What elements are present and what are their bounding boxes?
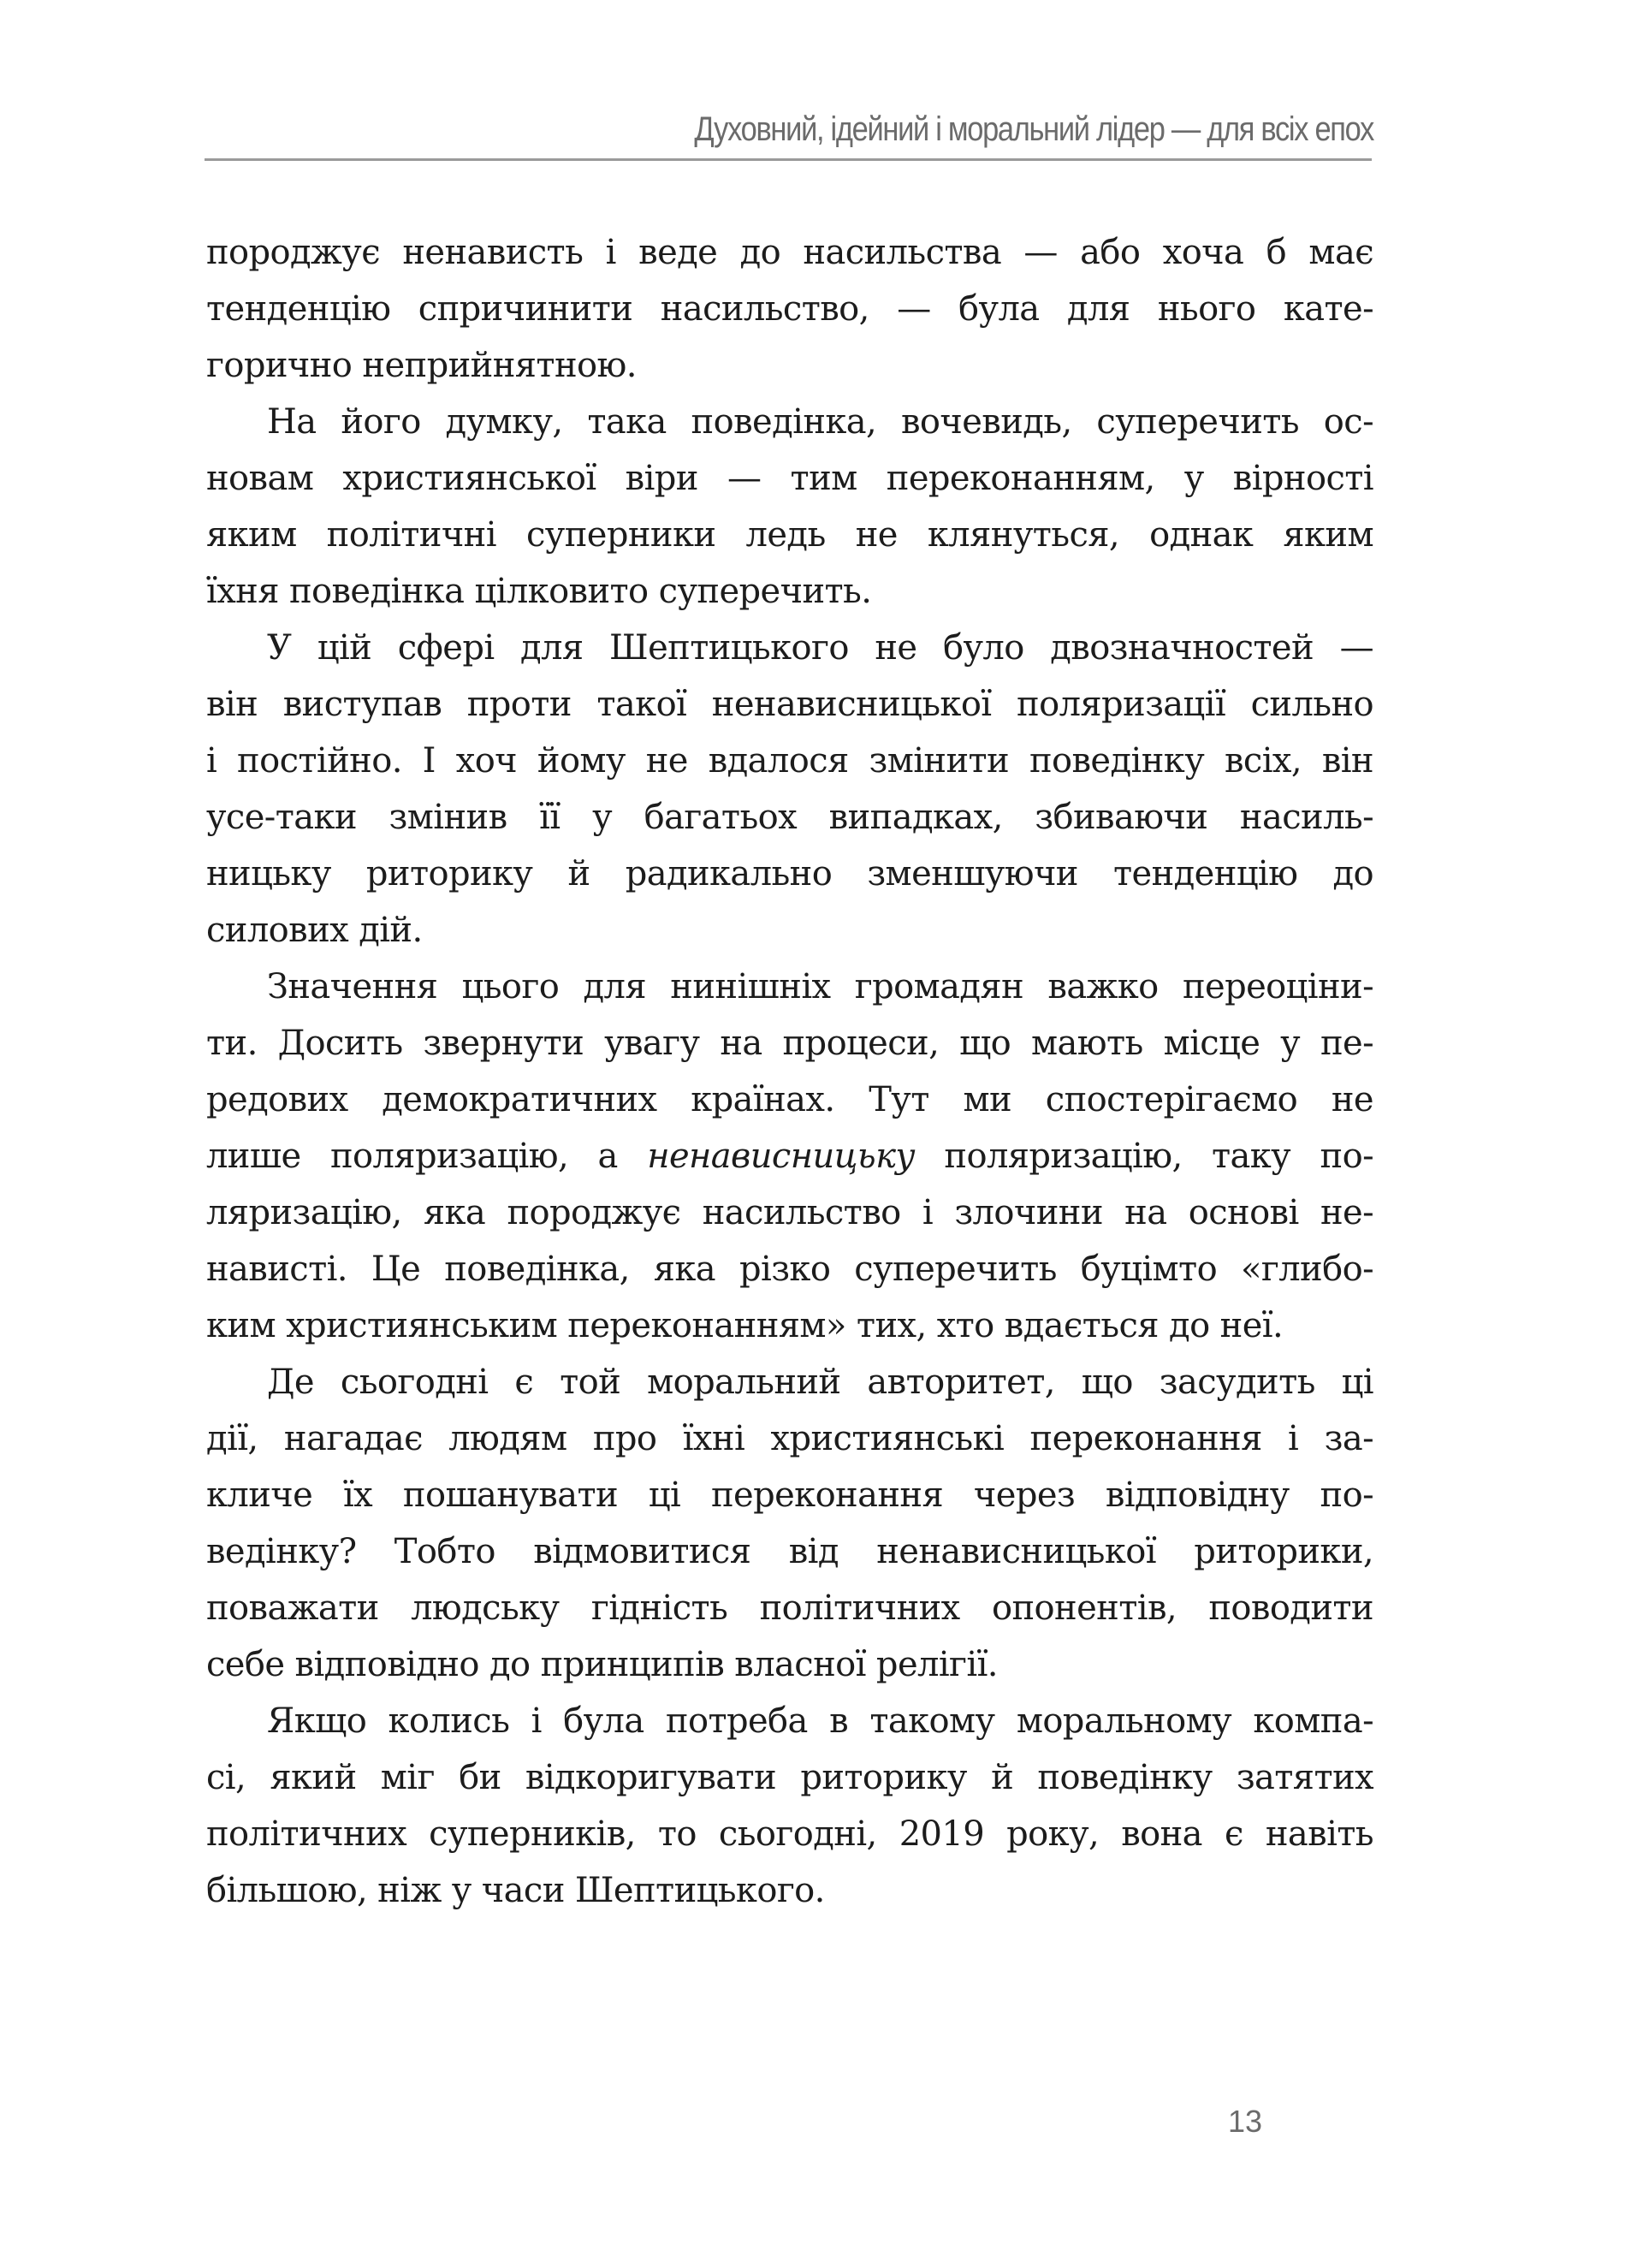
text-line: породжує ненависть і веде до насильства — або хоча б має (206, 233, 1373, 272)
page-number: 13 (1227, 2104, 1263, 2139)
header-rule (205, 158, 1372, 161)
text-line: ким християнським переконанням» тих, хто вдається до неї. (206, 1306, 1284, 1345)
text-line: сі, який міг би відкоригувати риторику й поведінку затятих (206, 1758, 1373, 1797)
text-line: У цій сфері для Шептицького не було двозначностей — (267, 628, 1373, 668)
text-line: Де сьогодні є той моральний авторитет, що засудить ці (267, 1363, 1373, 1402)
text-line: яким політичні суперники ледь не клянуться, однак яким (206, 515, 1373, 555)
text-segment: поляризацію, таку по- (914, 1137, 1373, 1176)
paragraph (206, 224, 1373, 394)
emphasized-word: ненависницьку (647, 1137, 915, 1176)
text-segment: лише поляризацію, а (206, 1137, 648, 1176)
body-text (206, 224, 1373, 1919)
text-line: усе-таки змінив її у багатьох випадках, збиваючи насиль- (206, 798, 1373, 837)
text-line: новам християнської віри — тим переконанням, у вірності (206, 459, 1373, 498)
text-line: поважати людську гідність політичних опонентів, поводити (206, 1588, 1373, 1628)
text-line: Значення цього для нинішніх громадян важко переоціни- (267, 967, 1373, 1006)
text-line: редових демократичних країнах. Тут ми спостерігаємо не (206, 1080, 1373, 1119)
text-line: більшою, ніж у часи Шептицького. (206, 1871, 825, 1910)
text-line: ти. Досить звернути увагу на процеси, що мають місце у пе- (206, 1024, 1373, 1063)
text-line: їхня поведінка цілковито суперечить. (206, 572, 872, 611)
text-line: він виступав проти такої ненависницької поляризації сильно (206, 685, 1373, 724)
text-line: себе відповідно до принципів власної релігії. (206, 1645, 998, 1684)
running-head: Духовний, ідейний і моральний лідер — для всіх епох (694, 110, 1373, 148)
text-line: і постійно. І хоч йому не вдалося змінити поведінку всіх, він (206, 741, 1373, 781)
paragraph (206, 620, 1373, 959)
text-line: тенденцію спричинити насильство, — була для нього кате- (206, 289, 1373, 329)
paragraph (206, 1693, 1373, 1919)
paragraph (206, 394, 1373, 620)
paragraph (206, 1354, 1373, 1693)
text-line: нависті. Це поведінка, яка різко суперечить буцімто «глибо- (206, 1250, 1373, 1289)
text-line: На його думку, така поведінка, вочевидь, суперечить ос- (267, 402, 1373, 442)
text-line: Якщо колись і була потреба в такому моральному компа- (267, 1701, 1373, 1741)
text-line-with-emphasis (206, 1128, 1373, 1184)
text-line: ляризацію, яка породжує насильство і злочини на основі не- (206, 1193, 1373, 1232)
text-line: ницьку риторику й радикально зменшуючи тенденцію до (206, 854, 1373, 894)
text-line: ведінку? Тобто відмовитися від ненависницької риторики, (206, 1532, 1373, 1571)
paragraph (206, 959, 1373, 1354)
text-line: силових дій. (206, 911, 423, 950)
text-line: політичних суперників, то сьогодні, 2019 року, вона є навіть (206, 1814, 1373, 1854)
text-line: горично неприйнятною. (206, 346, 637, 385)
text-line: дії, нагадає людям про їхні християнські переконання і за- (206, 1419, 1373, 1458)
text-line: кличе їх пошанувати ці переконання через відповідну по- (206, 1475, 1373, 1515)
